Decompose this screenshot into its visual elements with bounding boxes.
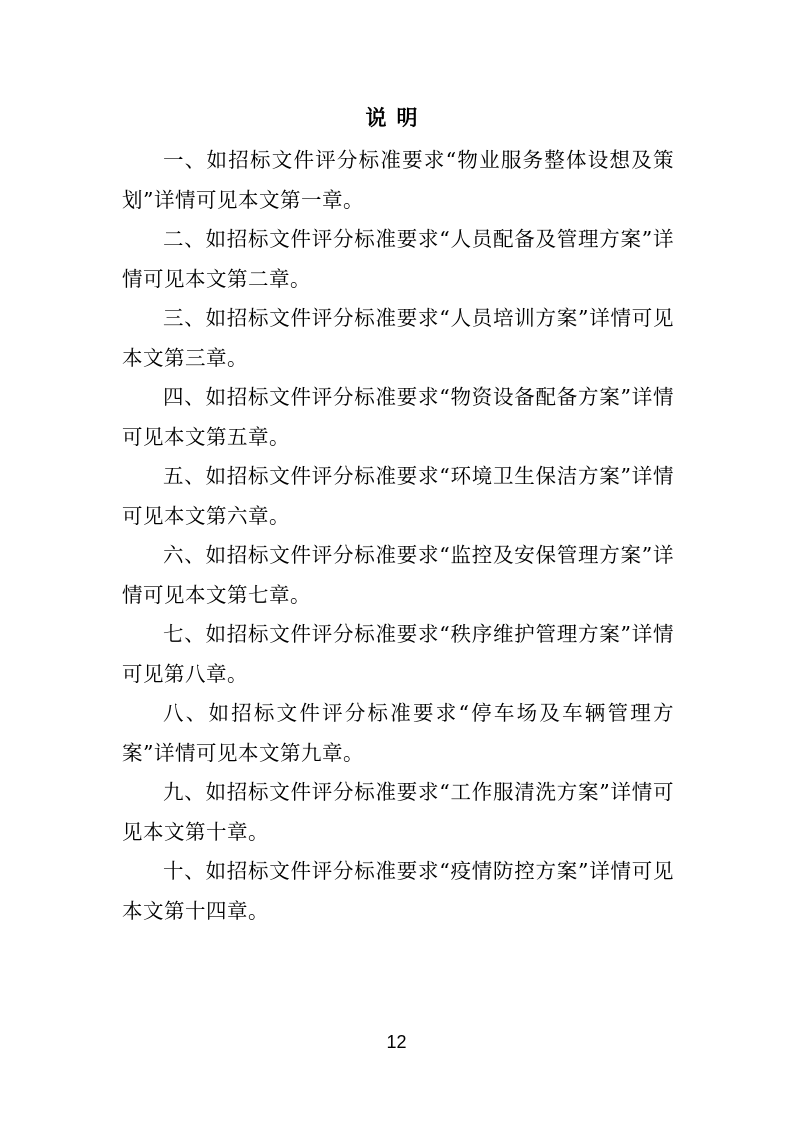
paragraph-3: 三、如招标文件评分标准要求“人员培训方案”详情可见本文第三章。 [122, 306, 674, 370]
paragraph-6: 六、如招标文件评分标准要求“监控及安保管理方案”详情可见本文第七章。 [122, 543, 674, 607]
document-body [122, 141, 674, 931]
page-number: 12 [386, 1032, 407, 1052]
paragraph-2: 二、如招标文件评分标准要求“人员配备及管理方案”详情可见本文第二章。 [122, 227, 674, 291]
paragraph-7: 七、如招标文件评分标准要求“秩序维护管理方案”详情可见第八章。 [122, 622, 674, 686]
paragraph-1: 一、如招标文件评分标准要求“物业服务整体设想及策划”详情可见本文第一章。 [122, 148, 674, 212]
paragraph-9: 九、如招标文件评分标准要求“工作服清洗方案”详情可见本文第十章。 [122, 780, 674, 844]
paragraph-10: 十、如招标文件评分标准要求“疫情防控方案”详情可见本文第十四章。 [122, 859, 674, 923]
page-title: 说明 [365, 105, 428, 130]
paragraph-8: 八、如招标文件评分标准要求“停车场及车辆管理方案”详情可见本文第九章。 [122, 701, 674, 765]
paragraph-4: 四、如招标文件评分标准要求“物资设备配备方案”详情可见本文第五章。 [122, 385, 674, 449]
paragraph-5: 五、如招标文件评分标准要求“环境卫生保洁方案”详情可见本文第六章。 [122, 464, 674, 528]
